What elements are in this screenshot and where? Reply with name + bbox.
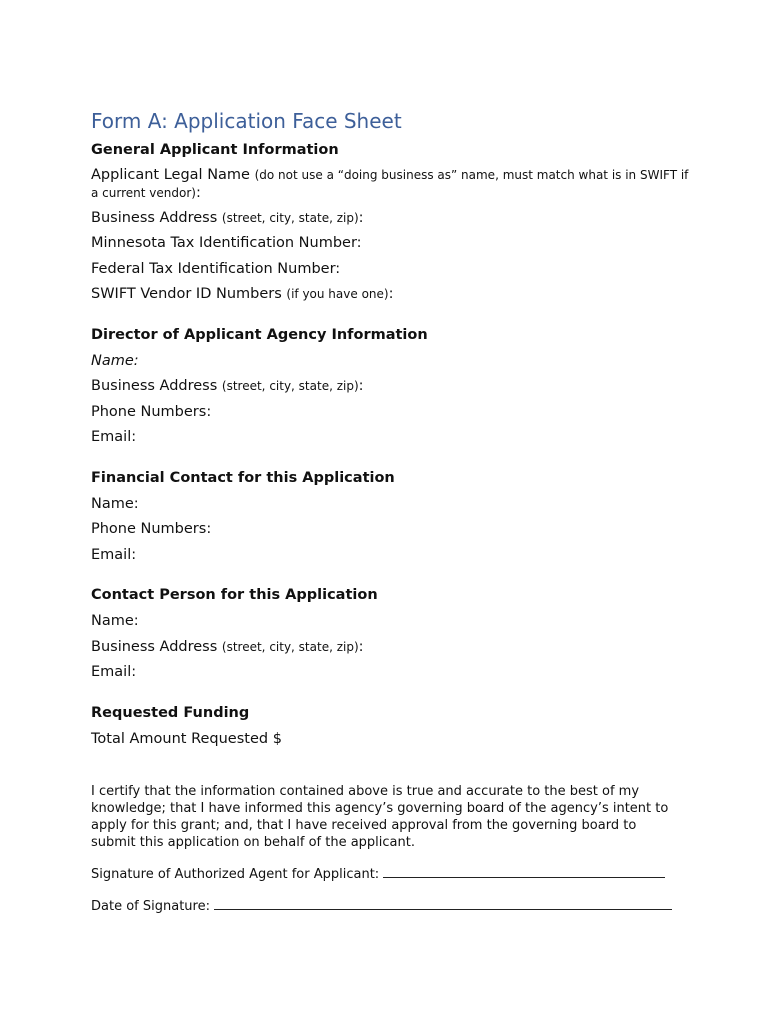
business-address-label: Business Address (91, 638, 218, 655)
financial-email-field: Email: (91, 546, 137, 563)
swift-vendor-id-note: (if you have one) (286, 287, 389, 301)
page-title: Form A: Application Face Sheet (91, 109, 402, 133)
business-address-label: Business Address (91, 378, 218, 394)
business-address-note: (street, city, state, zip) (221, 639, 359, 654)
mn-tax-id-field: Minnesota Tax Identification Number: (91, 235, 362, 251)
colon: : (358, 638, 364, 655)
swift-vendor-id-field (91, 284, 691, 304)
business-address-note: (street, city, state, zip) (221, 379, 359, 393)
director-name-field: Name: (91, 352, 139, 369)
general-business-address-field (91, 208, 691, 228)
total-amount-field: Total Amount Requested $ (91, 730, 282, 747)
applicant-legal-name-note: (do not use a “doing business as” name, must match what is in SWIFT if a current vendor) (91, 168, 689, 200)
funding-heading: Requested Funding (91, 704, 250, 721)
date-label: Date of Signature: (91, 898, 210, 914)
contact-email-field: Email: (91, 664, 137, 680)
colon: : (358, 209, 364, 226)
financial-phone-field: Phone Numbers: (91, 521, 212, 537)
signature-line (91, 865, 691, 883)
contact-name-field: Name: (91, 613, 139, 629)
applicant-legal-name-field (91, 166, 691, 202)
general-heading: General Applicant Information (91, 142, 339, 158)
director-heading: Director of Applicant Agency Information (91, 326, 428, 343)
swift-vendor-id-label: SWIFT Vendor ID Numbers (91, 286, 282, 302)
colon: : (388, 286, 394, 302)
form-content (91, 108, 691, 929)
financial-name-field: Name: (91, 495, 139, 512)
certification-statement: I certify that the information contained above is true and accurate to the best of my knowledge; that I have informed this agency’s governing board of the agency’s intent to apply for this grant; and, that I have received approval from the governing board to submit this application on behalf of the applicant. (91, 783, 669, 850)
director-phone-field: Phone Numbers: (91, 403, 212, 420)
date-line (91, 897, 691, 915)
director-business-address-field (91, 376, 691, 396)
colon: : (195, 185, 201, 201)
colon: : (358, 378, 364, 394)
financial-heading: Financial Contact for this Application (91, 469, 395, 486)
signature-label: Signature of Authorized Agent for Applicant: (91, 866, 380, 882)
business-address-note: (street, city, state, zip) (221, 210, 359, 225)
fed-tax-id-field: Federal Tax Identification Number: (91, 260, 341, 277)
director-email-field: Email: (91, 429, 137, 445)
signature-blank[interactable] (383, 865, 665, 878)
applicant-legal-name-label: Applicant Legal Name (91, 167, 250, 183)
contact-heading: Contact Person for this Application (91, 587, 378, 603)
date-blank[interactable] (214, 897, 672, 910)
business-address-label: Business Address (91, 209, 218, 226)
contact-business-address-field (91, 637, 691, 657)
